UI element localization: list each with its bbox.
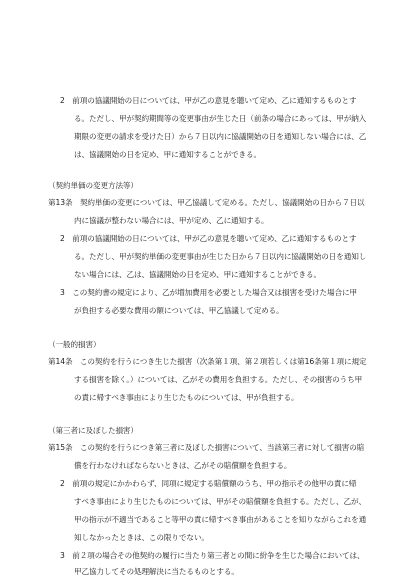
text-line: 2 前項の協議開始の日については、甲が乙の意見を聴いて定め、乙に通知するものとす [60,96,357,105]
text-line: 3 この契約書の規定により、乙が増加費用を必要とした場合又は損害を受けた場合に甲 [60,288,357,297]
section-heading: （契約単価の変更方法等） [48,181,138,190]
text-line: ない場合には、乙は、協議開始の日を定め、甲に通知することができる。 [74,270,321,279]
text-line: 償を行わなければならないときは、乙がその賠償額を負担する。 [74,461,292,470]
text-line: が負担する必要な費用の額については、甲乙協議して定める。 [74,306,284,315]
text-line: 甲の指示が不適当であること等甲の責に帰すべき事由があることを知りながらこれを通 [74,515,367,524]
section-heading: （第三者に及ぼした損害） [48,426,138,435]
text-line: 甲乙協力してその処理解決に当たるものとする。 [74,567,239,576]
text-line: 3 前２項の場合その他契約の履行に当たり第三者との間に紛争を生じた場合においては、 [60,551,365,560]
text-line: 2 前項の協議開始の日については、甲が乙の意見を聴いて定め、乙に通知するものとす [60,234,357,243]
text-line: 第14条 この契約を行うにつき生じた損害（次条第１項、第２項若しくは第16条第１項に規定 [48,357,367,366]
text-line: 期限の変更の請求を受けた日）から７日以内に協議開始の日を通知しない場合には、乙 [74,132,367,141]
text-line: 2 前項の規定にかかわらず、同項に規定する賠償額のうち、甲の指示その他甲の責に帰 [60,479,357,488]
text-line: 第13条 契約単価の変更については、甲乙協議して定める。ただし、協議開始の日から７日以 [48,198,365,207]
text-line: 内に協議が整わない場合には、甲が定め、乙に通知する。 [74,216,269,225]
text-line: は、協議開始の日を定め、甲に通知することができる。 [74,150,262,159]
text-line: る。ただし、甲が契約単価の変更事由が生じた日から７日以内に協議開始の日を通知し [74,252,367,261]
text-line: 知しなかったときは、この限りでない。 [74,533,209,542]
section-heading: （一般的損害） [48,340,101,349]
text-line: すべき事由により生じたものについては、甲がその賠償額を負担する。ただし、乙が、 [74,497,366,506]
text-line: 第15条 この契約を行うにつき第三者に及ぼした損害について、当該第三者に対して損害の賠 [48,443,365,452]
text-line: る。ただし、甲が契約期間等の変更事由が生じた日（前条の場合にあっては、甲が納入 [74,114,367,123]
text-line: する損害を除く。）については、乙がその費用を負担する。ただし、その損害のうち甲 [74,375,363,384]
text-line: の責に帰すべき事由により生じたものについては、甲が負担する。 [74,393,299,402]
